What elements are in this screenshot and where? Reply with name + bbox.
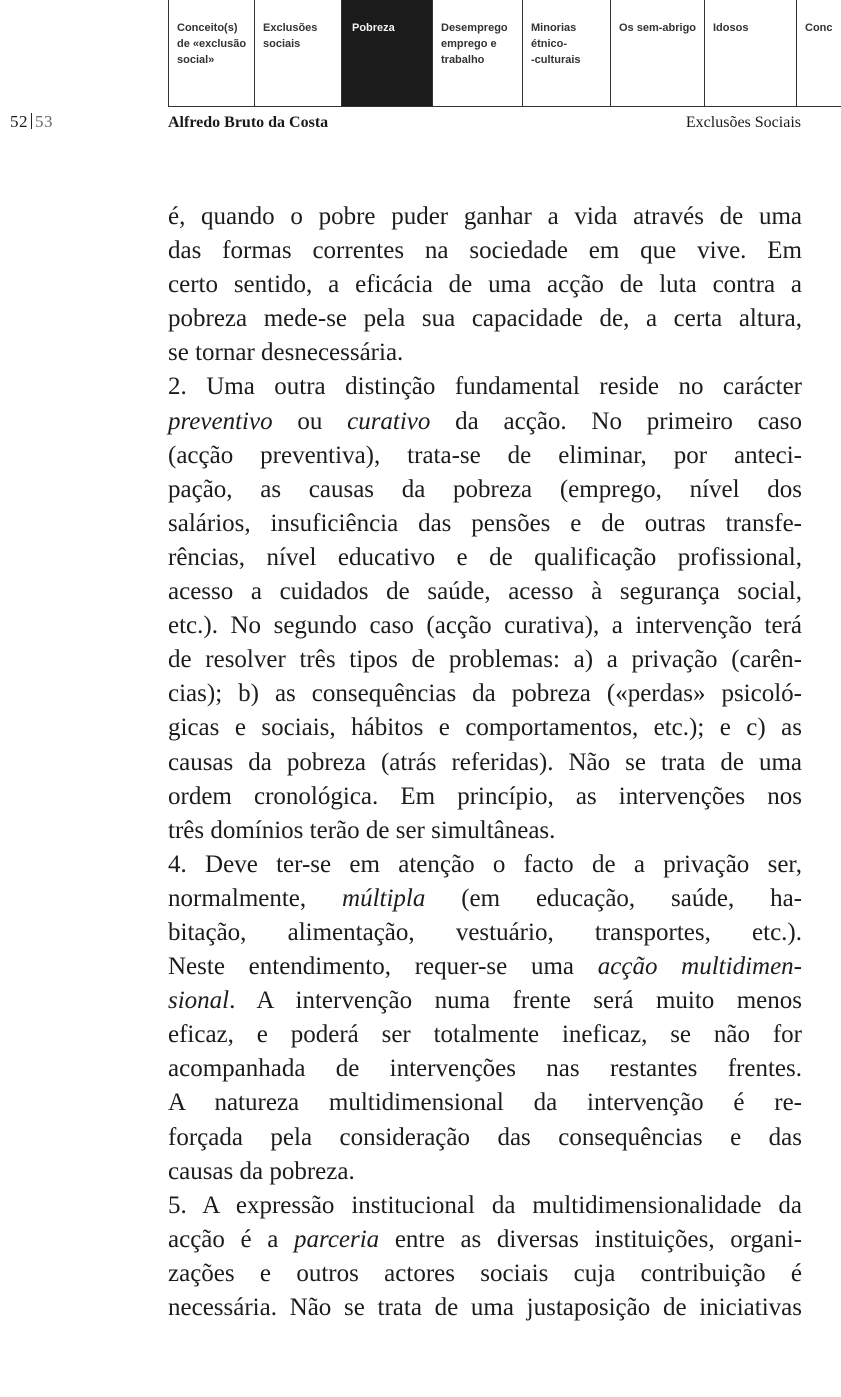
tab-label-line: étnico- (531, 38, 568, 50)
tab-desemprego (432, 0, 522, 106)
text-segment: é, quando o pobre puder ganhar a vida através de uma (168, 203, 802, 230)
page-number (10, 112, 53, 132)
tab-sem-abrigo (610, 0, 704, 106)
author-name: Alfredo Bruto da Costa (168, 114, 329, 131)
text-segment: acção é a (168, 1225, 295, 1253)
tab-label-line: Conc (805, 22, 833, 34)
tab-label-line: Desemprego (441, 22, 508, 34)
text-line (168, 234, 802, 268)
text-line (168, 643, 802, 677)
text-segment: da acção. No primeiro caso (430, 407, 802, 435)
tab-exclusoes-sociais (254, 0, 341, 106)
text-segment: pobreza mede-se pela sua capacidade de, a certa altura, (168, 305, 802, 333)
page-number-divider (31, 113, 32, 129)
text-line (168, 1189, 802, 1223)
text-segment: cias); b) as consequências da pobreza («perdas» psicoló- (168, 680, 802, 708)
text-line (168, 882, 802, 916)
text-line (168, 1223, 802, 1257)
text-segment: gicas e sociais, hábitos e comportamentos, etc.); e c) as (168, 714, 802, 742)
text-line (168, 541, 802, 575)
running-title: Exclusões Sociais (685, 114, 801, 131)
text-line (168, 1155, 802, 1189)
tab-label-line: Minorias (531, 22, 577, 34)
italic-term: parceria (294, 1225, 380, 1253)
text-segment: entre as diversas instituições, organi- (379, 1225, 802, 1253)
text-line (168, 1121, 802, 1155)
text-segment: das formas correntes na sociedade em que vive. Em (168, 237, 802, 265)
text-segment: zações e outros actores sociais cuja contribuição é (168, 1259, 802, 1287)
text-line (168, 336, 802, 370)
text-line (168, 302, 802, 336)
text-segment: 2. Uma outra distinção fundamental reside no carácter (168, 373, 802, 401)
text-segment: normalmente, (168, 884, 343, 912)
text-line (168, 609, 802, 643)
text-line (168, 439, 802, 473)
text-segment: pação, as causas da pobreza (emprego, nível dos (168, 475, 802, 503)
tab-minorias (522, 0, 610, 106)
tab-conceitos (168, 0, 254, 106)
text-segment: se tornar desnecessária. (168, 339, 404, 367)
text-segment: . A intervenção numa frente será muito menos (229, 987, 802, 1015)
tab-label-line: Conceito(s) (177, 22, 238, 34)
text-line (168, 814, 802, 848)
text-segment: bitação, alimentação, vestuário, transportes, etc.). (168, 918, 802, 946)
text-line (168, 1018, 802, 1052)
text-segment: de resolver três tipos de problemas: a) a privação (carên- (168, 646, 802, 674)
text-segment: necessária. Não se trata de uma justaposição de iniciativas (168, 1294, 802, 1321)
text-line (168, 984, 802, 1018)
text-line (168, 848, 802, 882)
text-segment: (em educação, saúde, ha- (425, 884, 802, 912)
text-line (168, 1291, 802, 1325)
text-line (168, 1052, 802, 1086)
italic-term: sional (168, 987, 230, 1015)
text-line (168, 746, 802, 780)
text-line (168, 507, 802, 541)
tab-label-line: trabalho (441, 54, 485, 66)
tab-pobreza (341, 0, 432, 106)
text-segment: acesso a cuidados de saúde, acesso à segurança social, (168, 578, 802, 606)
text-segment: etc.). No segundo caso (acção curativa), a intervenção terá (168, 612, 802, 640)
tab-idosos (704, 0, 796, 106)
text-segment: ordem cronológica. Em princípio, as intervenções nos (168, 782, 802, 810)
italic-term: múltipla (342, 884, 426, 912)
italic-term: preventivo (168, 407, 273, 435)
text-segment: eficaz, e poderá ser totalmente ineficaz, se não for (168, 1021, 802, 1049)
text-segment: A natureza multidimensional da intervenção é re- (168, 1089, 802, 1117)
tab-label-line: social» (177, 54, 215, 66)
text-line (168, 200, 802, 234)
page-number-current: 52 (10, 112, 28, 131)
tab-label-line: Pobreza (352, 22, 395, 34)
chapter-tab-bar (168, 0, 841, 107)
text-line (168, 916, 802, 950)
body-text (168, 200, 802, 1325)
text-line (168, 677, 802, 711)
text-segment: causas da pobreza. (168, 1157, 355, 1185)
text-segment: certo sentido, a eficácia de uma acção de luta contra a (168, 271, 802, 299)
italic-term: curativo (347, 407, 431, 435)
text-segment: 4. Deve ter-se em atenção o facto de a privação ser, (168, 850, 802, 878)
text-line (168, 1086, 802, 1120)
text-segment: rências, nível educativo e de qualificação profissional, (168, 543, 802, 571)
text-line (168, 711, 802, 745)
text-line (168, 575, 802, 609)
text-segment: causas da pobreza (atrás referidas). Não se trata de uma (168, 748, 802, 776)
text-segment: (acção preventiva), trata-se de eliminar, por anteci- (168, 441, 802, 469)
text-line (168, 1257, 802, 1291)
text-segment: acompanhada de intervenções nas restantes frentes. (168, 1055, 802, 1083)
text-segment: Neste entendimento, requer-se uma (168, 953, 598, 981)
tab-label-line: Idosos (713, 22, 749, 34)
text-line (168, 370, 802, 404)
tab-conclusao (796, 0, 841, 106)
tab-label-line: Os sem-abrigo (619, 22, 697, 34)
tab-label-line: de «exclusão (177, 38, 247, 50)
text-line (168, 780, 802, 814)
text-segment: forçada pela consideração das consequências e das (168, 1123, 802, 1151)
text-segment: salários, insuficiência das pensões e de outras transfe- (168, 509, 802, 537)
text-line (168, 473, 802, 507)
page-number-facing: 53 (35, 112, 53, 131)
text-segment: ou (272, 407, 348, 435)
text-line (168, 950, 802, 984)
tab-label-line: emprego e (441, 38, 497, 50)
tab-label-line: Exclusões (263, 22, 318, 34)
tab-label-line: -culturais (531, 54, 581, 66)
tab-label-line: sociais (263, 38, 301, 50)
text-segment: 5. A expressão institucional da multidimensionalidade da (168, 1191, 802, 1219)
text-segment: três domínios terão de ser simultâneas. (168, 816, 556, 844)
text-line (168, 268, 802, 302)
italic-term: acção multidimen- (597, 953, 802, 981)
text-line (168, 405, 802, 439)
